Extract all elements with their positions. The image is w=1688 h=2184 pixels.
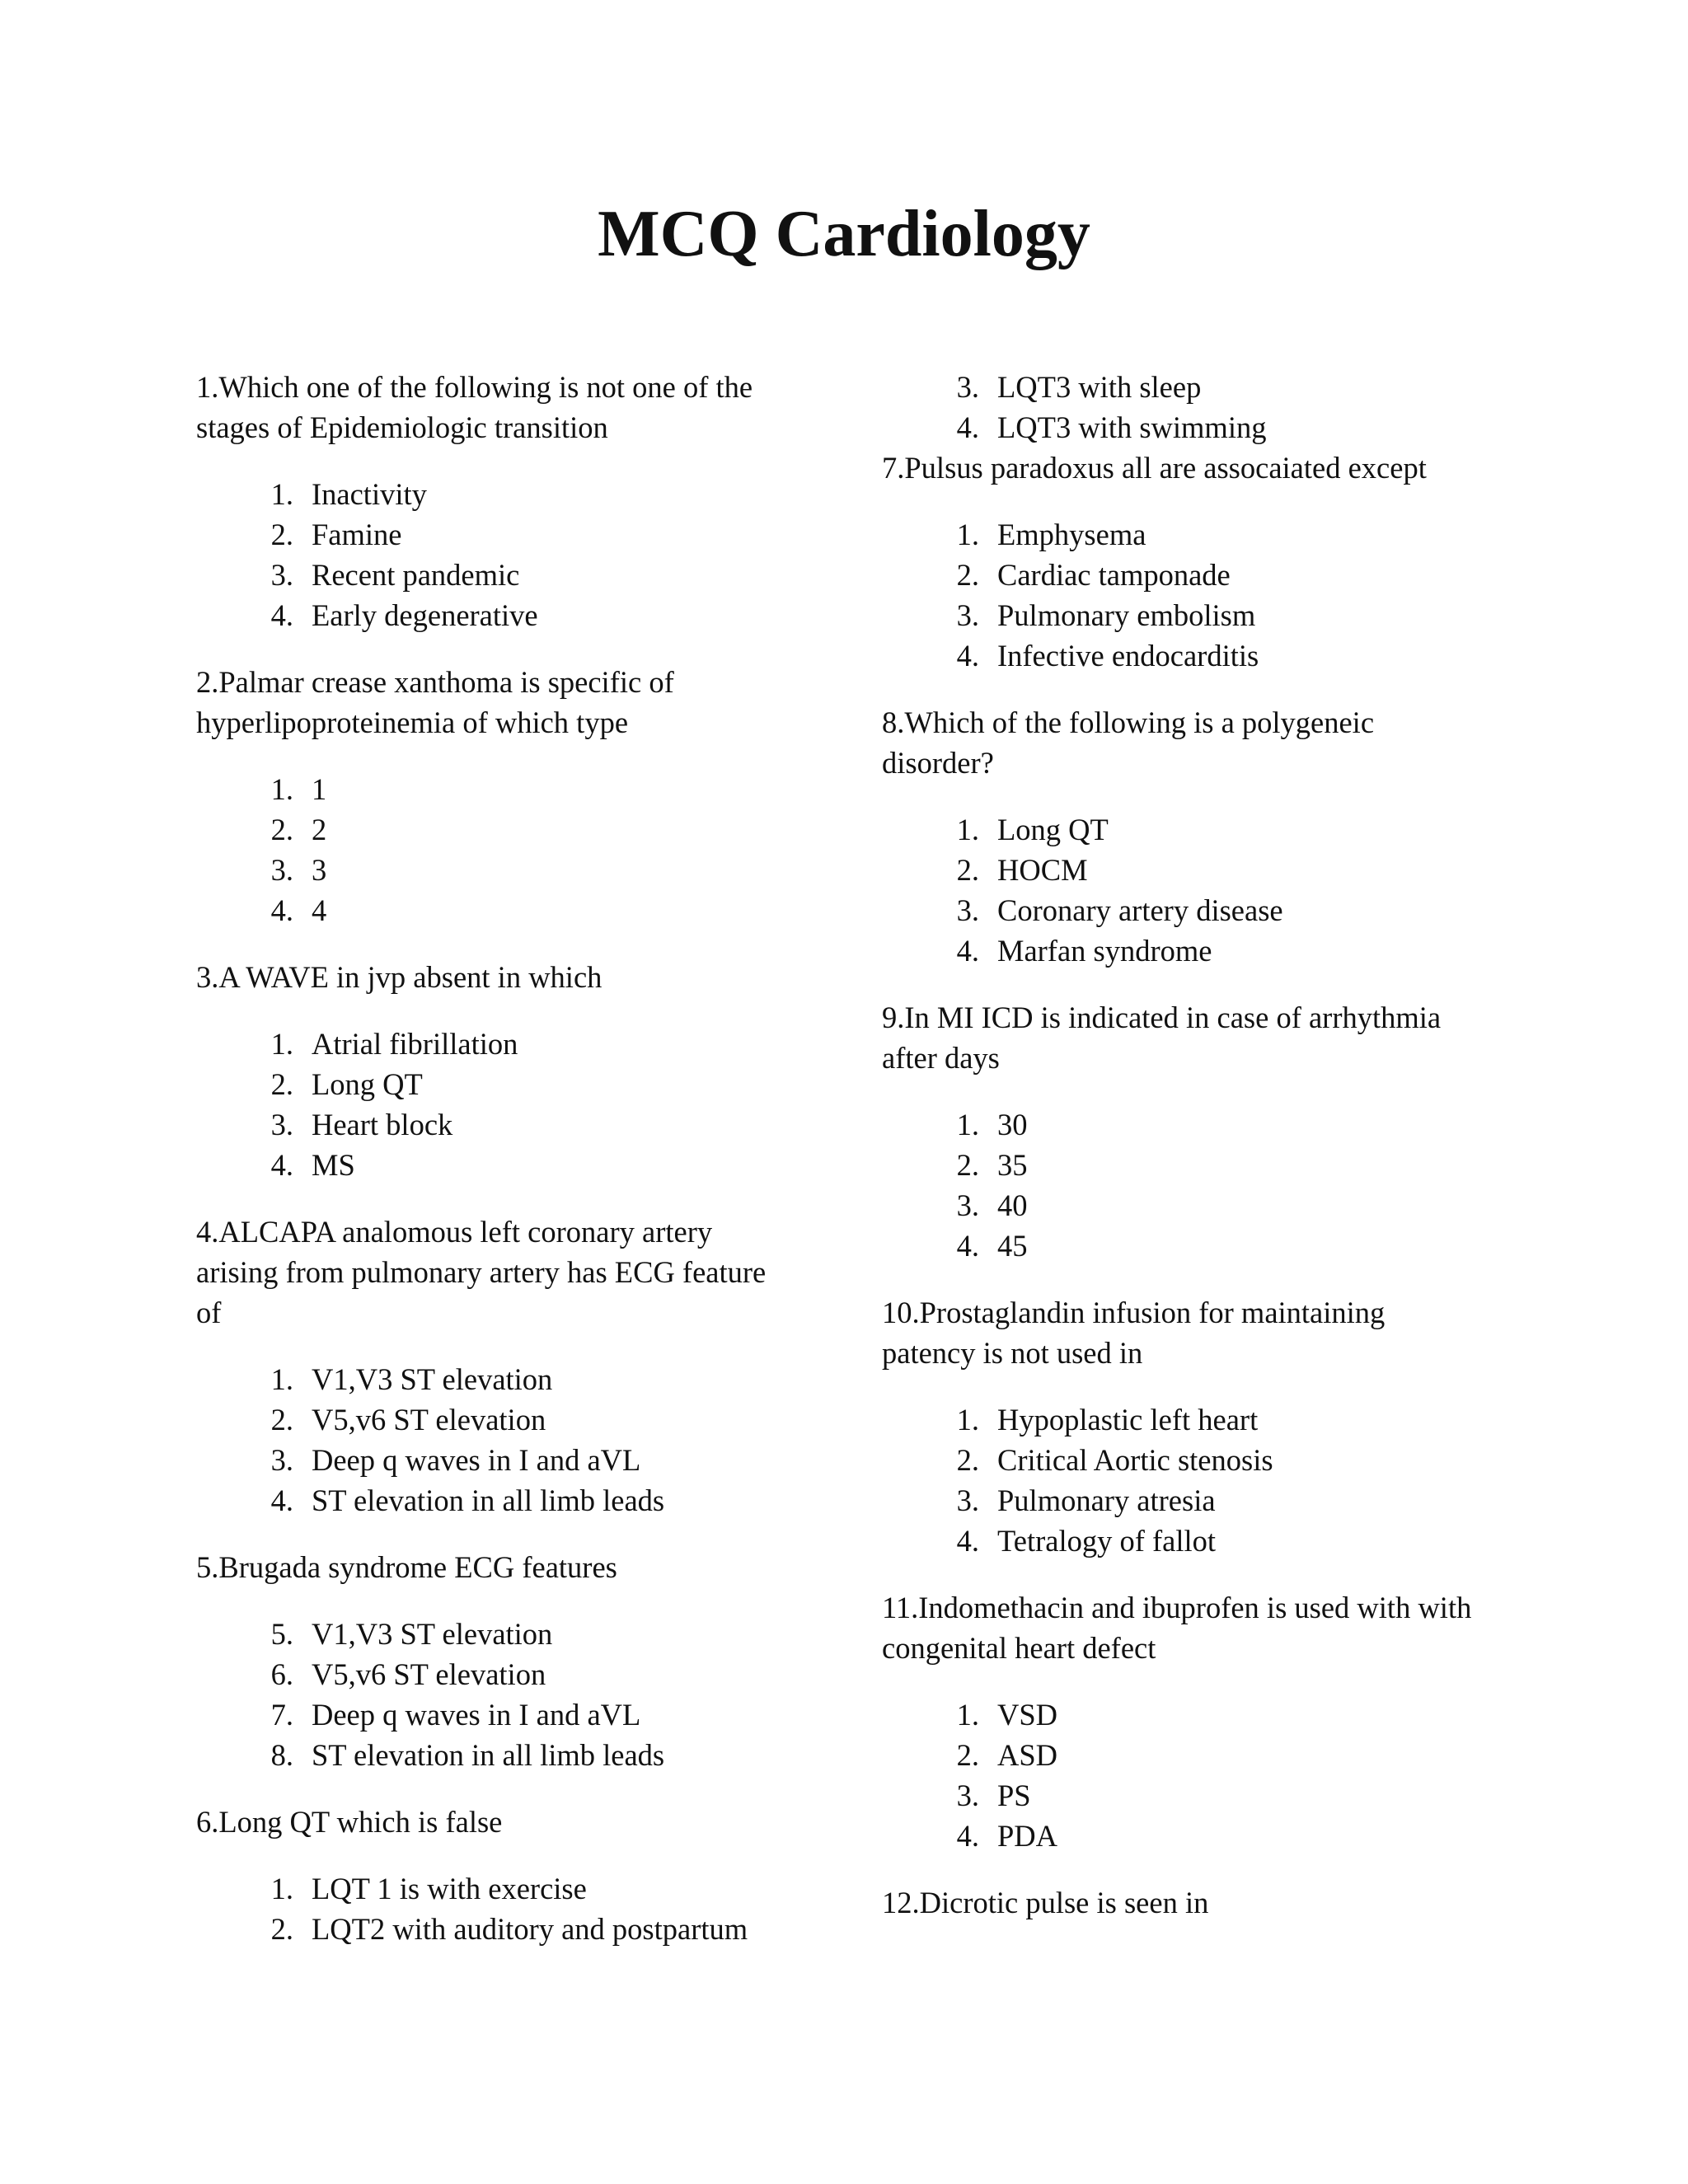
- option-item: [882, 407, 1484, 448]
- question-block: [196, 1802, 798, 1949]
- option-number: 2.: [956, 1443, 979, 1477]
- option-number: 1.: [956, 813, 979, 846]
- question-block: [882, 1292, 1484, 1561]
- option-text: Pulmonary embolism: [997, 598, 1256, 632]
- option-text: Critical Aortic stenosis: [997, 1443, 1273, 1477]
- option-text: VSD: [997, 1698, 1058, 1732]
- option-item: [196, 1399, 798, 1440]
- option-number: 4.: [956, 934, 979, 968]
- option-list: [882, 1399, 1484, 1561]
- option-item: [196, 1145, 798, 1185]
- option-text: Deep q waves in I and aVL: [312, 1698, 641, 1732]
- option-number: 2.: [270, 813, 293, 846]
- option-number: 1.: [956, 1698, 979, 1732]
- option-number: 1.: [270, 1027, 293, 1061]
- option-number: 1.: [956, 518, 979, 551]
- option-text: Emphysema: [997, 518, 1146, 551]
- option-number: 8.: [270, 1738, 293, 1772]
- option-text: Famine: [312, 518, 402, 551]
- option-number: 4.: [956, 410, 979, 444]
- option-text: 3: [312, 853, 327, 887]
- option-item: [196, 809, 798, 850]
- option-number: 2.: [270, 1403, 293, 1436]
- option-list: [882, 809, 1484, 971]
- option-item: [196, 555, 798, 595]
- question-block: [882, 1882, 1484, 1923]
- question-text: 2.Palmar crease xanthoma is specific of hyperlipoproteinemia of which type: [196, 665, 674, 739]
- option-text: V1,V3 ST elevation: [312, 1617, 553, 1651]
- option-item: [882, 1104, 1484, 1145]
- question-text: 8.Which of the following is a polygeneic disorder?: [882, 705, 1375, 780]
- option-text: LQT3 with swimming: [997, 410, 1267, 444]
- option-item: [882, 930, 1484, 971]
- option-list: [196, 1359, 798, 1521]
- option-item: [196, 769, 798, 809]
- option-item: [882, 635, 1484, 676]
- option-item: [882, 890, 1484, 930]
- option-number: 4.: [270, 598, 293, 632]
- option-text: Deep q waves in I and aVL: [312, 1443, 641, 1477]
- option-text: ST elevation in all limb leads: [312, 1738, 665, 1772]
- option-item: [196, 850, 798, 890]
- option-text: Pulmonary atresia: [997, 1483, 1216, 1517]
- option-text: Long QT: [312, 1067, 423, 1101]
- option-text: Atrial fibrillation: [312, 1027, 518, 1061]
- left-column: [196, 367, 798, 1975]
- question-block: [196, 662, 798, 930]
- option-item: [196, 1440, 798, 1480]
- option-text: LQT 1 is with exercise: [312, 1872, 587, 1905]
- option-number: 1.: [270, 1362, 293, 1396]
- option-text: PS: [997, 1779, 1031, 1812]
- option-text: Infective endocarditis: [997, 639, 1259, 673]
- option-text: PDA: [997, 1819, 1058, 1853]
- question-block: [196, 1212, 798, 1521]
- question-block: [196, 367, 798, 635]
- option-text: 40: [997, 1188, 1028, 1222]
- question-text: 7.Pulsus paradoxus all are assocaiated except: [882, 451, 1427, 485]
- option-text: 2: [312, 813, 327, 846]
- option-number: 3.: [270, 853, 293, 887]
- option-number: 4.: [956, 639, 979, 673]
- option-item: [882, 1735, 1484, 1775]
- option-item: [196, 1104, 798, 1145]
- option-text: Heart block: [312, 1108, 453, 1141]
- option-item: [196, 1694, 798, 1735]
- option-item: [196, 1480, 798, 1521]
- option-number: 3.: [956, 1483, 979, 1517]
- option-number: 2.: [956, 1738, 979, 1772]
- option-list: [882, 1694, 1484, 1856]
- option-item: [882, 555, 1484, 595]
- option-text: Marfan syndrome: [997, 934, 1212, 968]
- option-text: ST elevation in all limb leads: [312, 1483, 665, 1517]
- option-item: [196, 1024, 798, 1064]
- option-text: ASD: [997, 1738, 1058, 1772]
- option-number: 2.: [270, 518, 293, 551]
- question-block: [882, 448, 1484, 676]
- option-text: V1,V3 ST elevation: [312, 1362, 553, 1396]
- option-list: [882, 1104, 1484, 1266]
- option-text: 45: [997, 1229, 1028, 1263]
- question-block: [882, 1587, 1484, 1856]
- option-text: 1: [312, 772, 327, 806]
- option-item: [882, 850, 1484, 890]
- option-number: 4.: [270, 893, 293, 927]
- option-item: [882, 514, 1484, 555]
- question-block: [882, 997, 1484, 1266]
- option-number: 6.: [270, 1657, 293, 1691]
- question-text: 11.Indomethacin and ibuprofen is used with with congenital heart defect: [882, 1591, 1472, 1665]
- option-number: 2.: [956, 558, 979, 592]
- option-item: [196, 595, 798, 635]
- option-number: 3.: [956, 1188, 979, 1222]
- option-number: 3.: [270, 1443, 293, 1477]
- option-item: [882, 1775, 1484, 1816]
- option-item: [196, 1614, 798, 1654]
- option-number: 4.: [270, 1148, 293, 1182]
- option-text: LQT3 with sleep: [997, 370, 1202, 404]
- option-list: [196, 474, 798, 635]
- option-item: [882, 595, 1484, 635]
- option-number: 1.: [270, 1872, 293, 1905]
- question-text: 10.Prostaglandin infusion for maintaining patency is not used in: [882, 1296, 1386, 1370]
- question-text: 3.A WAVE in jvp absent in which: [196, 960, 603, 994]
- option-text: V5,v6 ST elevation: [312, 1403, 546, 1436]
- question-text: 12.Dicrotic pulse is seen in: [882, 1886, 1209, 1919]
- option-text: 35: [997, 1148, 1028, 1182]
- option-item: [196, 890, 798, 930]
- option-list: [196, 1024, 798, 1185]
- option-text: V5,v6 ST elevation: [312, 1657, 546, 1691]
- question-text: 4.ALCAPA analomous left coronary artery arising from pulmonary artery has ECG feature of: [196, 1215, 767, 1329]
- option-number: 3.: [956, 1779, 979, 1812]
- option-item: [882, 1145, 1484, 1185]
- option-text: 30: [997, 1108, 1028, 1141]
- option-number: 1.: [956, 1108, 979, 1141]
- option-item: [882, 1440, 1484, 1480]
- option-number: 7.: [270, 1698, 293, 1732]
- option-text: HOCM: [997, 853, 1088, 887]
- option-list: [196, 769, 798, 930]
- option-list: [196, 1868, 798, 1949]
- option-number: 4.: [956, 1229, 979, 1263]
- page-title: MCQ Cardiology: [598, 198, 1090, 270]
- option-text: MS: [312, 1148, 355, 1182]
- option-number: 5.: [270, 1617, 293, 1651]
- option-item: [196, 474, 798, 514]
- right-column: [882, 367, 1484, 1949]
- option-number: 3.: [270, 558, 293, 592]
- continued-option-list: [882, 367, 1484, 448]
- option-text: Coronary artery disease: [997, 893, 1283, 927]
- option-number: 3.: [270, 1108, 293, 1141]
- option-text: Cardiac tamponade: [997, 558, 1231, 592]
- option-number: 4.: [956, 1819, 979, 1853]
- option-number: 1.: [956, 1403, 979, 1436]
- option-number: 3.: [956, 370, 979, 404]
- question-text: 5.Brugada syndrome ECG features: [196, 1550, 617, 1584]
- option-item: [196, 514, 798, 555]
- option-item: [882, 1816, 1484, 1856]
- option-list: [882, 514, 1484, 676]
- option-number: 1.: [270, 772, 293, 806]
- option-item: [196, 1868, 798, 1909]
- option-text: Hypoplastic left heart: [997, 1403, 1259, 1436]
- option-text: LQT2 with auditory and postpartum: [312, 1912, 748, 1946]
- option-text: Inactivity: [312, 477, 427, 511]
- option-text: Long QT: [997, 813, 1109, 846]
- option-item: [196, 1654, 798, 1694]
- option-item: [882, 1521, 1484, 1561]
- option-number: 3.: [956, 893, 979, 927]
- option-item: [196, 1909, 798, 1949]
- option-item: [882, 367, 1484, 407]
- question-block: [882, 702, 1484, 971]
- option-number: 4.: [956, 1524, 979, 1558]
- option-list: [196, 1614, 798, 1775]
- option-text: 4: [312, 893, 327, 927]
- option-number: 2.: [270, 1912, 293, 1946]
- option-number: 3.: [956, 598, 979, 632]
- option-item: [196, 1735, 798, 1775]
- option-item: [882, 809, 1484, 850]
- option-number: 4.: [270, 1483, 293, 1517]
- option-item: [882, 1399, 1484, 1440]
- option-number: 1.: [270, 477, 293, 511]
- option-text: Tetralogy of fallot: [997, 1524, 1217, 1558]
- option-text: Recent pandemic: [312, 558, 520, 592]
- option-item: [882, 1480, 1484, 1521]
- option-text: Early degenerative: [312, 598, 538, 632]
- option-item: [196, 1359, 798, 1399]
- option-item: [882, 1226, 1484, 1266]
- question-text: 1.Which one of the following is not one of the stages of Epidemiologic transition: [196, 370, 753, 444]
- question-text: 6.Long QT which is false: [196, 1805, 503, 1839]
- option-number: 2.: [956, 853, 979, 887]
- option-item: [882, 1185, 1484, 1226]
- option-number: 2.: [270, 1067, 293, 1101]
- option-number: 2.: [956, 1148, 979, 1182]
- option-item: [196, 1064, 798, 1104]
- option-item: [882, 1694, 1484, 1735]
- question-text: 9.In MI ICD is indicated in case of arrhythmia after days: [882, 1001, 1442, 1075]
- question-block: [196, 957, 798, 1185]
- question-block: [196, 1547, 798, 1775]
